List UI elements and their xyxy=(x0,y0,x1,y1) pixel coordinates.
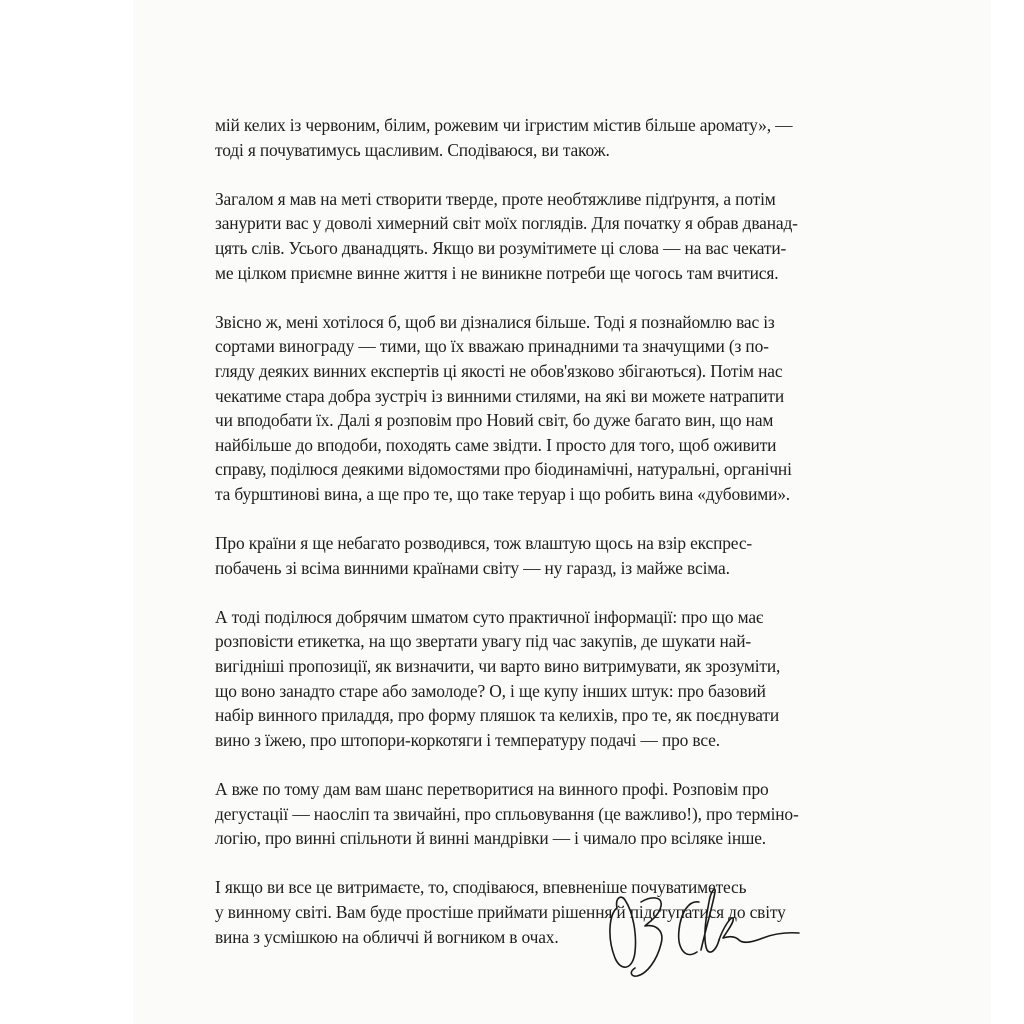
text-line: гляду деяких винних експертів ці якості не обов'язково збігаються). Потім нас xyxy=(215,360,783,381)
paragraph xyxy=(215,310,835,507)
paragraph xyxy=(215,187,835,285)
text-line: цять слів. Усього дванадцять. Якщо ви розумітимете ці слова — на вас чекати- xyxy=(215,237,787,258)
text-line: побачень зі всіма винними країнами світу — ну гаразд, із майже всіма. xyxy=(215,557,730,578)
text-line: вина з усмішкою на обличчі й вогником в очах. xyxy=(215,926,559,947)
text-line: та бурштинові вина, а ще про те, що таке теруар і що робить вина «дубовими». xyxy=(215,483,790,504)
text-line: А вже по тому дам вам шанс перетворитися на винного профі. Розповім про xyxy=(215,779,769,800)
handwritten-signature xyxy=(603,878,813,978)
text-line: вигідніші пропозиції, як визначити, чи варто вино витримувати, як зрозуміти, xyxy=(215,656,781,677)
text-line: А тоді поділюся добрячим шматом суто практичної інформації: про що має xyxy=(215,606,764,627)
text-line: чи вподобати їх. Далі я розповім про Новий світ, бо дуже багато вин, що нам xyxy=(215,410,774,431)
text-line: справу, поділюся деякими відомостями про біодинамічні, натуральні, органічні xyxy=(215,459,792,480)
body-text xyxy=(215,113,835,974)
text-line: набір винного приладдя, про форму пляшок та келихів, про те, як поєднувати xyxy=(215,705,780,726)
text-line: що воно занадто старе або замолоде? О, і ще купу інших штук: про базовий xyxy=(215,680,766,701)
paragraph xyxy=(215,113,835,162)
text-line: Звісно ж, мені хотілося б, щоб ви дізналися більше. Тоді я познайомлю вас із xyxy=(215,311,775,332)
text-line: І якщо ви все це витримаєте, то, сподіваюся, впевненіше почуватиметесь xyxy=(215,877,747,898)
text-line: дегустації — наосліп та звичайні, про спльовування (це важливо!), про терміно- xyxy=(215,803,799,824)
text-line: чекатиме стара добра зустріч із винними стилями, на які ви можете натрапити xyxy=(215,385,785,406)
text-line: сортами винограду — тими, що їх вважаю принадними та значущими (з по- xyxy=(215,336,769,357)
text-line: логію, про винні спільноти й винні мандрівки — і чимало про всіляке інше. xyxy=(215,828,767,849)
paragraph xyxy=(215,777,835,851)
text-line: найбільше до вподоби, походять саме звідти. І просто для того, щоб оживити xyxy=(215,434,777,455)
text-line: ме цілком приємне винне життя і не виникне потреби ще чогось там вчитися. xyxy=(215,262,779,283)
text-line: мій келих із червоним, білим, рожевим чи ігристим містив більше аромату», — xyxy=(215,115,793,135)
book-page xyxy=(133,0,991,1024)
text-line: вино з їжею, про штопори-коркотяги і температуру подачі — про все. xyxy=(215,729,720,750)
text-line: Загалом я мав на меті створити тверде, проте необтяжливе підґрунтя, а потім xyxy=(215,188,776,209)
text-line: у винному світі. Вам буде простіше приймати рішення й підступатися до світу xyxy=(215,902,786,922)
text-line: занурити вас у доволі химерний світ моїх поглядів. Для початку я обрав дванад- xyxy=(215,213,798,234)
text-line: Про країни я ще небагато розводився, тож влаштую щось на взір експрес- xyxy=(215,533,753,554)
text-line: розповісти етикетка, на що звертати увагу під час закупів, де шукати най- xyxy=(215,631,751,652)
paragraph xyxy=(215,531,835,580)
paragraph xyxy=(215,605,835,753)
text-line: тоді я почуватимусь щасливим. Сподіваюся, ви також. xyxy=(215,139,610,160)
